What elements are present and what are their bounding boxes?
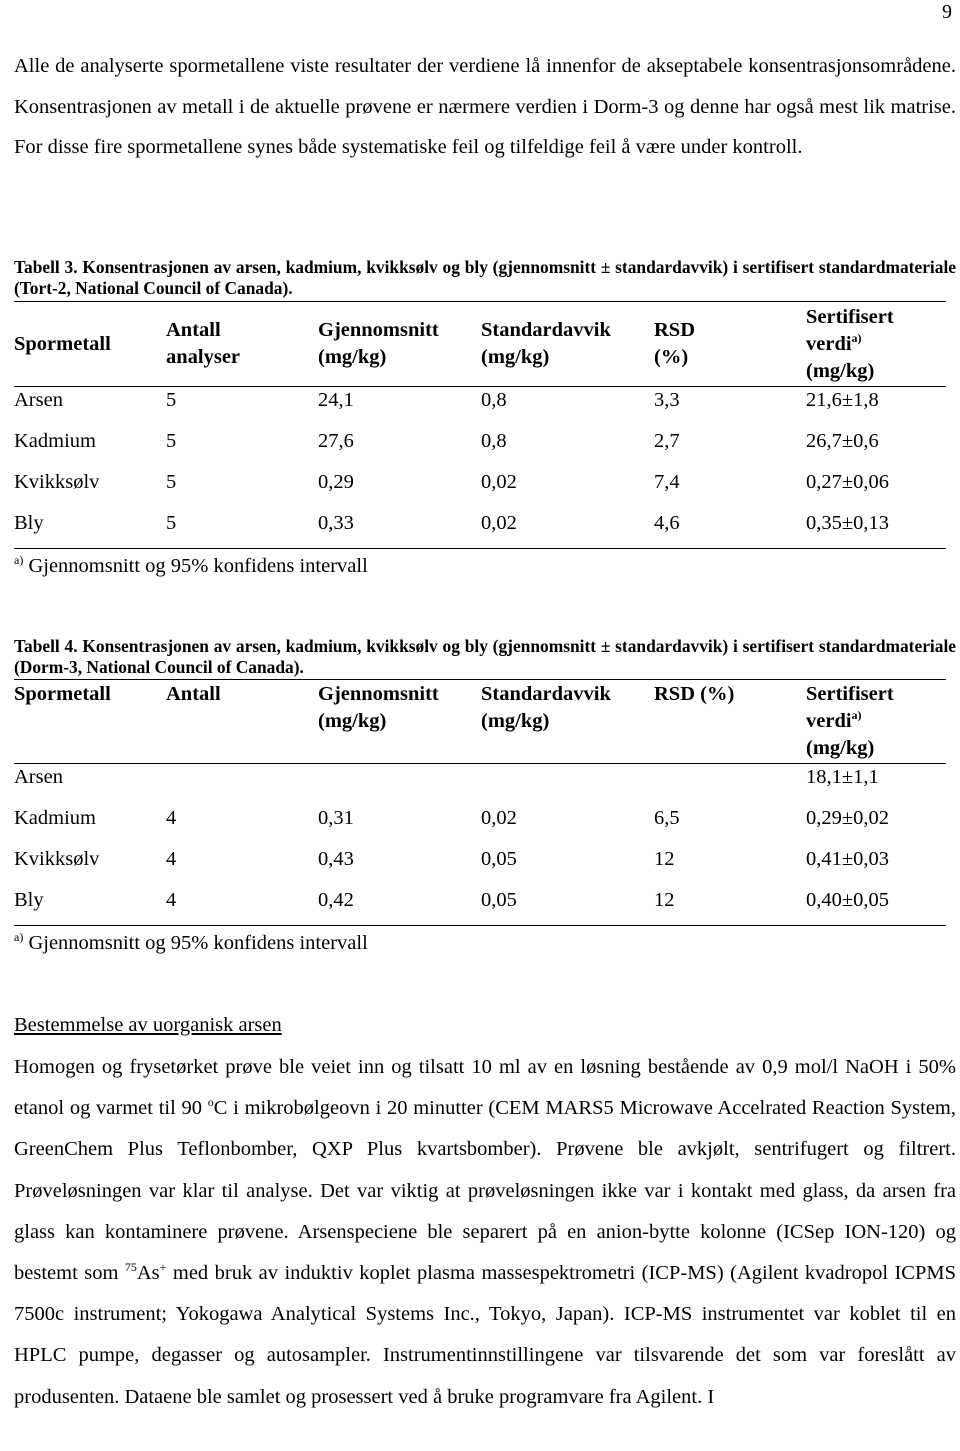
table4-header-sd: Standardavvik (mg/kg)	[481, 683, 611, 732]
method-paragraph: Homogen og frysetørket prøve ble veiet inn og tilsatt 10 ml av en løsning bestående av 0,9 mol/l NaOH i 50% etanol og varmet til 90 $^o$C i mikrobølgeovn i 20 minutter (CEM MARS5 Microwave Accelrated Reaction System, GreenChem Plus Teflonbomber, QXP Plus kvartsbomber). Prøvene ble avkjølt, sentrifugert og filtrert. Prøveløsningen var klar til analyse. Det var viktig at prøveløsningen ikke var i kontakt med glass, da arsen fra glass kan kontaminere prøvene. Arsenspeciene ble separert på en anion-bytte kolonne (ICSep ION-120) og bestemt som $^{75}$As+ med bruk av induktiv koplet plasma massespektrometri (ICP-MS) (Agilent kvadropol ICPMS 7500c instrument; Yokogawa Analytical Systems Inc., Tokyo, Japan). ICP-MS instrumentet var koblet til en HPLC pumpe, degasser og autosampler. Instrumentinnstillingene var tilsvarende det som var foreslått av produsenten. Dataene ble samlet og prosessert ved å bruke programvare fra Agilent. I	[14, 1056, 957, 1408]
table4-header-cert: Sertifisert verdi$^{a)}$ (mg/kg)	[806, 683, 894, 759]
intro-paragraph: Alle de analyserte spormetallene viste resultater der verdiene lå innenfor de akseptabele konsentrasjonsområdene. Konsentrasjonen av metall i de aktuelle prøvene er nærmere verdien i Dorm-3 og denne har også mest lik matrise. For disse fire spormetallene synes både systematiske feil og tilfeldige feil å være under kontroll.	[14, 55, 956, 158]
document-page: 9 Alle de analyserte spormetallene viste resultater der verdiene lå innenfor de akseptabele konsentrasjonsområdene. Konsentrasjonen av metall i de aktuelle prøvene er nærmere verdien i Dorm-3 og denne har også mest lik matrise. For disse fire spormetallene synes både systematiske feil og tilfeldige feil å være under kontroll. Tabell 3. Konsentrasjonen av arsen, kadmium, kvikksølv og bly (gjennomsnitt ± standardavvik) i sertifisert standardmateriale (Tort-2, National Council of Canada). Spormetall Antall analyser Gjennomsnitt (mg/kg) Standardavvik (mg/kg) RSD (%) Sertifisert verdi$^{a)}$ (mg/kg) Arsen 5 24,1 0,8 3,3 21,6±1,8 Kadmium 5 27,6 0,8 2,7 26,7±0,6 Kvikksølv 5 0,29 0,02 7,4 0,27±0,06 Bly 5 0,33 0,02 4,6 0,35±0,13 $^{a)}$ Gjennomsnitt og 95% konfidens intervall Tabell 4. Konsentrasjonen av arsen, kadmium, kvikksølv og bly (gjennomsnitt ± standardavvik) i sertifisert standardmateriale (Dorm-3, National Council of Canada). Spormetall Antall Gjennomsnitt (mg/kg) Standardavvik (mg/kg) RSD (%) Sertifisert verdi$^{a)}$ (mg/kg) Arsen 18,1±1,1 Kadmium 4 0,31 0,02 6,5 0,29±0,02 Kvikksølv 4 0,43 0,05 12 0,41±0,03 Bly 4 0,42 0,05 12 0,40±0,05 $^{a)}$ Gjennomsnitt og 95% konfidens intervall Bestemmelse av uorganisk arsen Homogen og frysetørket prøve ble veiet inn og tilsatt 10 ml av en løsning bestående av 0,9 mol/l NaOH i 50% etanol og varmet til 90 $^o$C i mikrobølgeovn i 20 minutter (CEM MARS5 Microwave Accelrated Reaction System, GreenChem Plus Teflonbomber, QXP Plus kvartsbomber). Prøvene ble avkjølt, sentrifugert og filtrert. Prøveløsningen var klar til analyse. Det var viktig at prøveløsningen ikke var i kontakt med glass, da arsen fra glass kan kontaminere prøvene. Arsenspeciene ble separert på en anion-bytte kolonne (ICSep ION-120) og bestemt som $^{75}$As+ med bruk av induktiv koplet plasma massespektrometri (ICP-MS) (Agilent kvadropol ICPMS 7500c instrument; Yokogawa Analytical Systems Inc., Tokyo, Japan). ICP-MS instrumentet var koblet til en HPLC pumpe, degasser og autosampler. Instrumentinnstillingene var tilsvarende det som var foreslått av produsenten. Dataene ble samlet og prosessert ved å bruke programvare fra Agilent. I	[0, 0, 960, 1451]
table3-header-rsd: RSD (%)	[654, 319, 696, 368]
table3-header-sd: Standardavvik (mg/kg)	[481, 319, 611, 368]
table4-footnote: $^{a)}$ Gjennomsnitt og 95% konfidens intervall	[14, 930, 368, 954]
table4-caption	[14, 636, 956, 678]
section-heading: Bestemmelse av uorganisk arsen	[14, 1014, 282, 1036]
table3-header-mean: Gjennomsnitt (mg/kg)	[318, 319, 439, 368]
table3-caption-label: Tabell 3.	[14, 257, 78, 277]
table3-header-cert: Sertifisert verdi$^{a)}$ (mg/kg)	[806, 306, 894, 382]
table4-header-count: Antall	[166, 683, 221, 705]
table3-caption	[14, 257, 956, 299]
table4-header-mean: Gjennomsnitt (mg/kg)	[318, 683, 439, 732]
table4-caption-text: Konsentrasjonen av arsen, kadmium, kvikksølv og bly (gjennomsnitt ± standardavvik) i sertifisert standardmateriale (Dorm-3, National Council of Canada).	[14, 636, 956, 677]
table3-bottom-rule	[14, 548, 946, 549]
table4-header-rsd: RSD (%)	[654, 683, 735, 705]
table4-bottom-rule	[14, 925, 946, 926]
page-number: 9	[942, 1, 952, 23]
table3-header-count: Antall analyser	[166, 319, 241, 368]
table4-caption-label: Tabell 4.	[14, 636, 78, 656]
table4-header-metal: Spormetall	[14, 683, 111, 705]
table3-footnote: $^{a)}$ Gjennomsnitt og 95% konfidens intervall	[14, 553, 368, 577]
table3-caption-text: Konsentrasjonen av arsen, kadmium, kvikksølv og bly (gjennomsnitt ± standardavvik) i sertifisert standardmateriale (Tort-2, National Council of Canada).	[14, 257, 956, 298]
table4-top-rule	[14, 679, 946, 680]
table3-top-rule	[14, 301, 946, 302]
table3-header-metal: Spormetall	[14, 333, 111, 355]
